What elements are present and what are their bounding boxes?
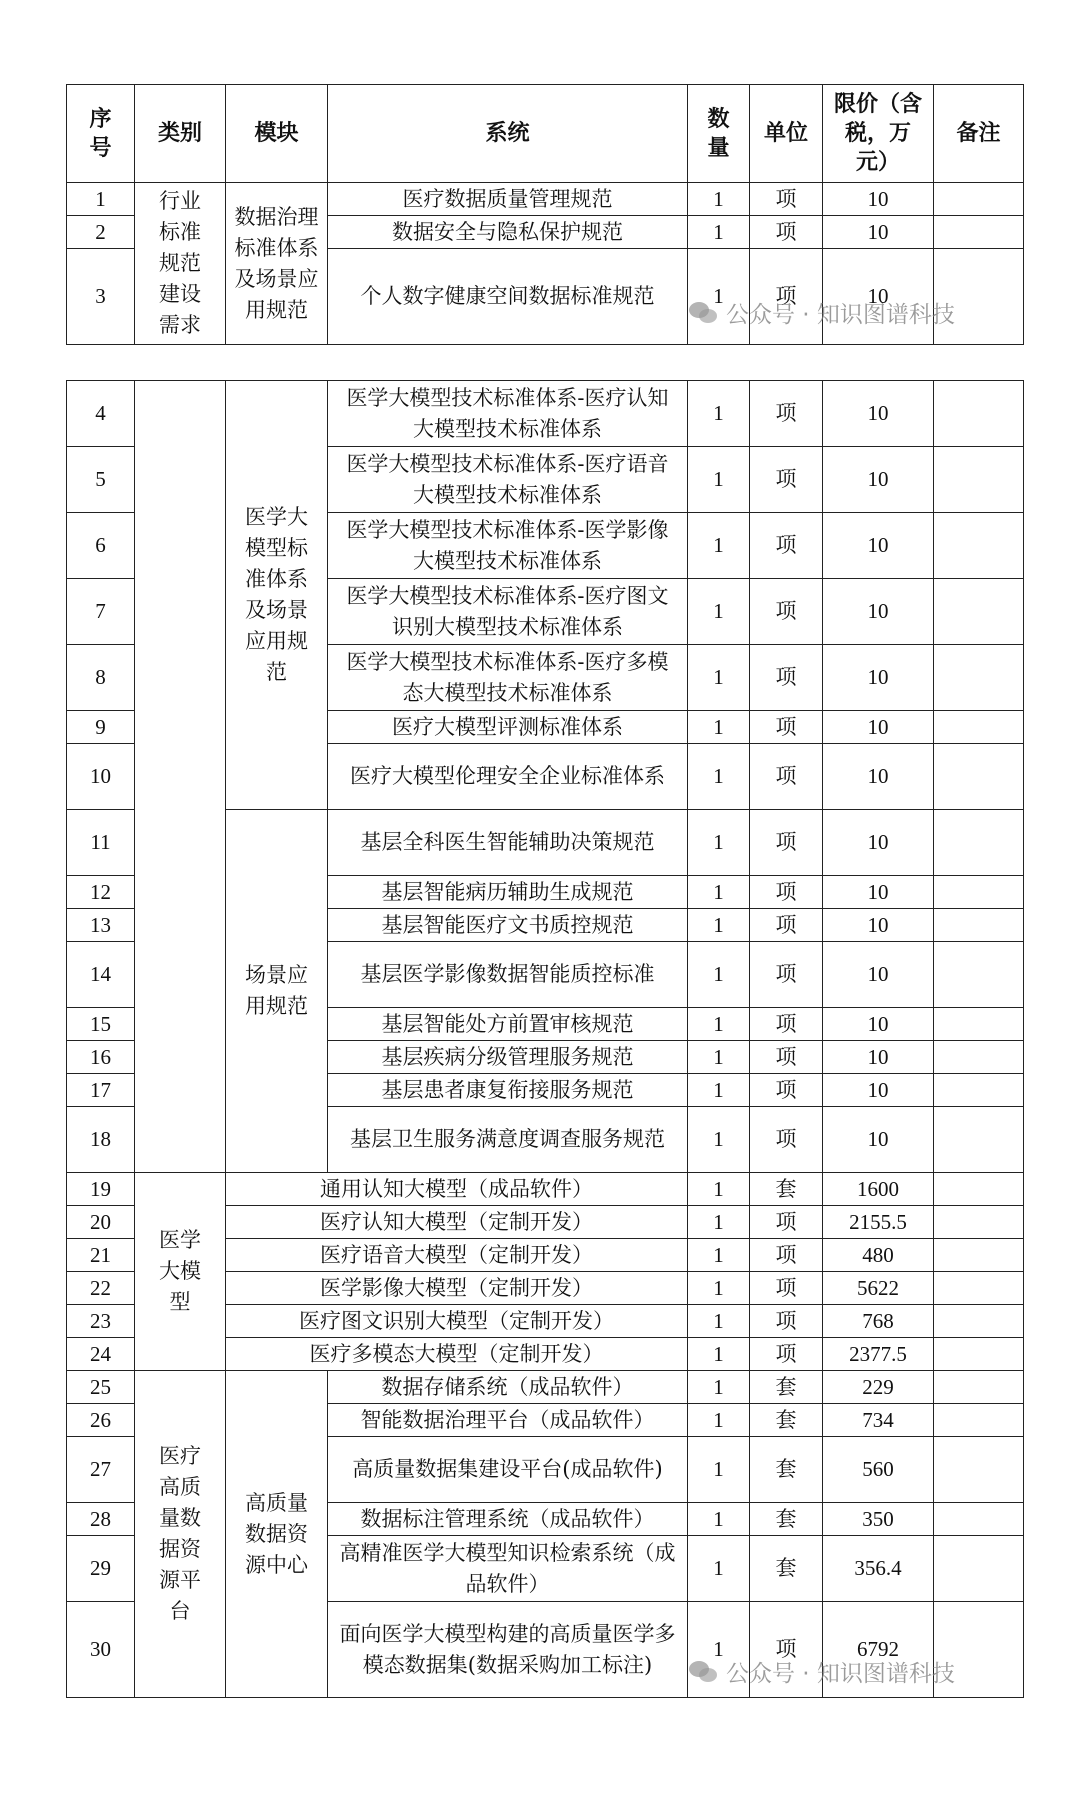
qty-cell: 1 xyxy=(688,942,750,1008)
system-cell: 医学影像大模型（定制开发） xyxy=(226,1272,688,1305)
system-cell: 基层全科医生智能辅助决策规范 xyxy=(328,810,688,876)
unit-cell: 套 xyxy=(750,1404,823,1437)
unit-cell: 套 xyxy=(750,1437,823,1503)
unit-cell: 项 xyxy=(750,1305,823,1338)
qty-cell: 1 xyxy=(688,1536,750,1602)
seq-cell: 10 xyxy=(67,744,135,810)
qty-cell: 1 xyxy=(688,381,750,447)
system-cell: 通用认知大模型（成品软件） xyxy=(226,1173,688,1206)
qty-cell: 1 xyxy=(688,1437,750,1503)
price-cell: 10 xyxy=(823,711,934,744)
header-row xyxy=(67,85,1024,183)
system-cell: 医学大模型技术标准体系-医疗语音大模型技术标准体系 xyxy=(328,447,688,513)
seq-cell: 27 xyxy=(67,1437,135,1503)
qty-cell: 1 xyxy=(688,1503,750,1536)
seq-cell: 2 xyxy=(67,216,135,249)
price-cell: 10 xyxy=(823,909,934,942)
price-cell: 560 xyxy=(823,1437,934,1503)
qty-cell: 1 xyxy=(688,711,750,744)
qty-cell: 1 xyxy=(688,216,750,249)
seq-cell: 4 xyxy=(67,381,135,447)
seq-cell: 18 xyxy=(67,1107,135,1173)
price-cell: 10 xyxy=(823,1107,934,1173)
remark-cell xyxy=(934,1602,1024,1698)
system-cell: 高精准医学大模型知识检索系统（成品软件） xyxy=(328,1536,688,1602)
unit-cell: 项 xyxy=(750,447,823,513)
header-system: 系统 xyxy=(328,85,688,183)
remark-cell xyxy=(934,1437,1024,1503)
seq-cell: 6 xyxy=(67,513,135,579)
seq-cell: 16 xyxy=(67,1041,135,1074)
unit-cell: 项 xyxy=(750,579,823,645)
remark-cell xyxy=(934,579,1024,645)
seq-cell: 11 xyxy=(67,810,135,876)
qty-cell: 1 xyxy=(688,513,750,579)
system-cell: 医学大模型技术标准体系-医疗认知大模型技术标准体系 xyxy=(328,381,688,447)
price-cell: 229 xyxy=(823,1371,934,1404)
price-cell: 6792 xyxy=(823,1602,934,1698)
qty-cell: 1 xyxy=(688,744,750,810)
seq-cell: 20 xyxy=(67,1206,135,1239)
qty-cell: 1 xyxy=(688,1041,750,1074)
seq-cell: 12 xyxy=(67,876,135,909)
unit-cell: 项 xyxy=(750,711,823,744)
seq-cell: 7 xyxy=(67,579,135,645)
remark-cell xyxy=(934,876,1024,909)
remark-cell xyxy=(934,711,1024,744)
unit-cell: 项 xyxy=(750,1107,823,1173)
remark-cell xyxy=(934,1041,1024,1074)
price-cell: 10 xyxy=(823,249,934,345)
seq-cell: 30 xyxy=(67,1602,135,1698)
system-cell: 医学大模型技术标准体系-医疗多模态大模型技术标准体系 xyxy=(328,645,688,711)
table-row xyxy=(67,1173,1024,1206)
unit-cell: 项 xyxy=(750,942,823,1008)
system-cell: 医疗多模态大模型（定制开发） xyxy=(226,1338,688,1371)
unit-cell: 套 xyxy=(750,1173,823,1206)
module-cell: 高质量数据资源中心 xyxy=(226,1371,328,1698)
header-module: 模块 xyxy=(226,85,328,183)
table-row xyxy=(67,381,1024,447)
seq-cell: 17 xyxy=(67,1074,135,1107)
remark-cell xyxy=(934,909,1024,942)
remark-cell xyxy=(934,1272,1024,1305)
remark-cell xyxy=(934,1107,1024,1173)
unit-cell: 套 xyxy=(750,1371,823,1404)
watermark-text: 公众号 · 知识图谱科技 xyxy=(726,1661,955,1687)
unit-cell: 项 xyxy=(750,1602,823,1698)
price-cell: 10 xyxy=(823,876,934,909)
remark-cell xyxy=(934,1536,1024,1602)
qty-cell: 1 xyxy=(688,876,750,909)
remark-cell xyxy=(934,513,1024,579)
module-cell: 医学大模型标准体系及场景应用规范 xyxy=(226,381,328,810)
unit-cell: 项 xyxy=(750,1206,823,1239)
header-unit: 单位 xyxy=(750,85,823,183)
price-cell: 356.4 xyxy=(823,1536,934,1602)
system-cell: 数据存储系统（成品软件） xyxy=(328,1371,688,1404)
qty-cell: 1 xyxy=(688,1272,750,1305)
remark-cell xyxy=(934,216,1024,249)
remark-cell xyxy=(934,810,1024,876)
system-cell: 医疗认知大模型（定制开发） xyxy=(226,1206,688,1239)
price-cell: 10 xyxy=(823,810,934,876)
qty-cell: 1 xyxy=(688,1074,750,1107)
unit-cell: 项 xyxy=(750,645,823,711)
unit-cell: 项 xyxy=(750,744,823,810)
price-cell: 2155.5 xyxy=(823,1206,934,1239)
qty-cell: 1 xyxy=(688,1107,750,1173)
category-cell: 行业标准规范建设需求 xyxy=(135,183,226,345)
seq-cell: 29 xyxy=(67,1536,135,1602)
remark-cell xyxy=(934,1404,1024,1437)
remark-cell xyxy=(934,183,1024,216)
remark-cell xyxy=(934,1371,1024,1404)
module-cell: 数据治理标准体系及场景应用规范 xyxy=(226,183,328,345)
seq-cell: 23 xyxy=(67,1305,135,1338)
remark-cell xyxy=(934,1008,1024,1041)
seq-cell: 24 xyxy=(67,1338,135,1371)
seq-cell: 13 xyxy=(67,909,135,942)
system-cell: 基层疾病分级管理服务规范 xyxy=(328,1041,688,1074)
price-cell: 480 xyxy=(823,1239,934,1272)
qty-cell: 1 xyxy=(688,1173,750,1206)
header-price: 限价（含税，万元） xyxy=(823,85,934,183)
system-cell: 基层智能病历辅助生成规范 xyxy=(328,876,688,909)
price-cell: 10 xyxy=(823,447,934,513)
procurement-table-part1 xyxy=(66,84,1024,345)
watermark-text: 公众号 · 知识图谱科技 xyxy=(726,302,955,328)
system-cell: 数据标注管理系统（成品软件） xyxy=(328,1503,688,1536)
remark-cell xyxy=(934,942,1024,1008)
header-category: 类别 xyxy=(135,85,226,183)
table-row xyxy=(67,1371,1024,1404)
unit-cell: 项 xyxy=(750,513,823,579)
remark-cell xyxy=(934,381,1024,447)
seq-cell: 26 xyxy=(67,1404,135,1437)
system-cell: 数据安全与隐私保护规范 xyxy=(328,216,688,249)
remark-cell xyxy=(934,645,1024,711)
unit-cell: 项 xyxy=(750,183,823,216)
qty-cell: 1 xyxy=(688,1206,750,1239)
unit-cell: 项 xyxy=(750,1338,823,1371)
module-cell: 场景应用规范 xyxy=(226,810,328,1173)
unit-cell: 项 xyxy=(750,216,823,249)
qty-cell: 1 xyxy=(688,183,750,216)
price-cell: 10 xyxy=(823,1008,934,1041)
remark-cell xyxy=(934,744,1024,810)
header-qty: 数量 xyxy=(688,85,750,183)
system-cell: 智能数据治理平台（成品软件） xyxy=(328,1404,688,1437)
system-cell: 医疗大模型评测标准体系 xyxy=(328,711,688,744)
price-cell: 350 xyxy=(823,1503,934,1536)
system-cell: 面向医学大模型构建的高质量医学多模态数据集(数据采购加工标注) xyxy=(328,1602,688,1698)
seq-cell: 1 xyxy=(67,183,135,216)
remark-cell xyxy=(934,1338,1024,1371)
price-cell: 734 xyxy=(823,1404,934,1437)
seq-cell: 19 xyxy=(67,1173,135,1206)
qty-cell: 1 xyxy=(688,1602,750,1698)
system-cell: 医疗大模型伦理安全企业标准体系 xyxy=(328,744,688,810)
unit-cell: 项 xyxy=(750,1008,823,1041)
header-remark: 备注 xyxy=(934,85,1024,183)
price-cell: 10 xyxy=(823,183,934,216)
unit-cell: 项 xyxy=(750,810,823,876)
system-cell: 医疗数据质量管理规范 xyxy=(328,183,688,216)
seq-cell: 3 xyxy=(67,249,135,345)
price-cell: 10 xyxy=(823,1074,934,1107)
price-cell: 1600 xyxy=(823,1173,934,1206)
system-cell: 医学大模型技术标准体系-医学影像大模型技术标准体系 xyxy=(328,513,688,579)
price-cell: 10 xyxy=(823,513,934,579)
seq-cell: 28 xyxy=(67,1503,135,1536)
qty-cell: 1 xyxy=(688,1338,750,1371)
unit-cell: 项 xyxy=(750,1272,823,1305)
seq-cell: 15 xyxy=(67,1008,135,1041)
seq-cell: 14 xyxy=(67,942,135,1008)
system-cell: 高质量数据集建设平台(成品软件) xyxy=(328,1437,688,1503)
unit-cell: 项 xyxy=(750,1074,823,1107)
unit-cell: 项 xyxy=(750,1239,823,1272)
seq-cell: 21 xyxy=(67,1239,135,1272)
qty-cell: 1 xyxy=(688,1305,750,1338)
qty-cell: 1 xyxy=(688,1404,750,1437)
price-cell: 10 xyxy=(823,744,934,810)
system-cell: 基层患者康复衔接服务规范 xyxy=(328,1074,688,1107)
unit-cell: 套 xyxy=(750,1503,823,1536)
system-cell: 基层智能处方前置审核规范 xyxy=(328,1008,688,1041)
category-cell: 医疗高质量数据资源平台 xyxy=(135,1371,226,1698)
unit-cell: 项 xyxy=(750,876,823,909)
system-cell: 基层卫生服务满意度调查服务规范 xyxy=(328,1107,688,1173)
qty-cell: 1 xyxy=(688,645,750,711)
remark-cell xyxy=(934,447,1024,513)
system-cell: 个人数字健康空间数据标准规范 xyxy=(328,249,688,345)
price-cell: 768 xyxy=(823,1305,934,1338)
table-row xyxy=(67,183,1024,216)
procurement-table-part2 xyxy=(66,380,1024,1698)
qty-cell: 1 xyxy=(688,909,750,942)
unit-cell: 项 xyxy=(750,1041,823,1074)
price-cell: 10 xyxy=(823,579,934,645)
seq-cell: 9 xyxy=(67,711,135,744)
seq-cell: 5 xyxy=(67,447,135,513)
qty-cell: 1 xyxy=(688,447,750,513)
system-cell: 医学大模型技术标准体系-医疗图文识别大模型技术标准体系 xyxy=(328,579,688,645)
remark-cell xyxy=(934,1173,1024,1206)
qty-cell: 1 xyxy=(688,249,750,345)
system-cell: 医疗语音大模型（定制开发） xyxy=(226,1239,688,1272)
remark-cell xyxy=(934,1206,1024,1239)
category-cell-empty xyxy=(135,381,226,1173)
price-cell: 10 xyxy=(823,942,934,1008)
unit-cell: 项 xyxy=(750,909,823,942)
price-cell: 5622 xyxy=(823,1272,934,1305)
unit-cell: 套 xyxy=(750,1536,823,1602)
price-cell: 2377.5 xyxy=(823,1338,934,1371)
remark-cell xyxy=(934,1239,1024,1272)
remark-cell xyxy=(934,249,1024,345)
price-cell: 10 xyxy=(823,216,934,249)
system-cell: 医疗图文识别大模型（定制开发） xyxy=(226,1305,688,1338)
header-seq: 序号 xyxy=(67,85,135,183)
price-cell: 10 xyxy=(823,1041,934,1074)
remark-cell xyxy=(934,1503,1024,1536)
qty-cell: 1 xyxy=(688,810,750,876)
qty-cell: 1 xyxy=(688,1008,750,1041)
seq-cell: 25 xyxy=(67,1371,135,1404)
remark-cell xyxy=(934,1074,1024,1107)
price-cell: 10 xyxy=(823,381,934,447)
unit-cell: 项 xyxy=(750,249,823,345)
qty-cell: 1 xyxy=(688,1239,750,1272)
qty-cell: 1 xyxy=(688,1371,750,1404)
system-cell: 基层智能医疗文书质控规范 xyxy=(328,909,688,942)
seq-cell: 22 xyxy=(67,1272,135,1305)
qty-cell: 1 xyxy=(688,579,750,645)
remark-cell xyxy=(934,1305,1024,1338)
seq-cell: 8 xyxy=(67,645,135,711)
price-cell: 10 xyxy=(823,645,934,711)
unit-cell: 项 xyxy=(750,381,823,447)
category-cell: 医学大模型 xyxy=(135,1173,226,1371)
system-cell: 基层医学影像数据智能质控标准 xyxy=(328,942,688,1008)
